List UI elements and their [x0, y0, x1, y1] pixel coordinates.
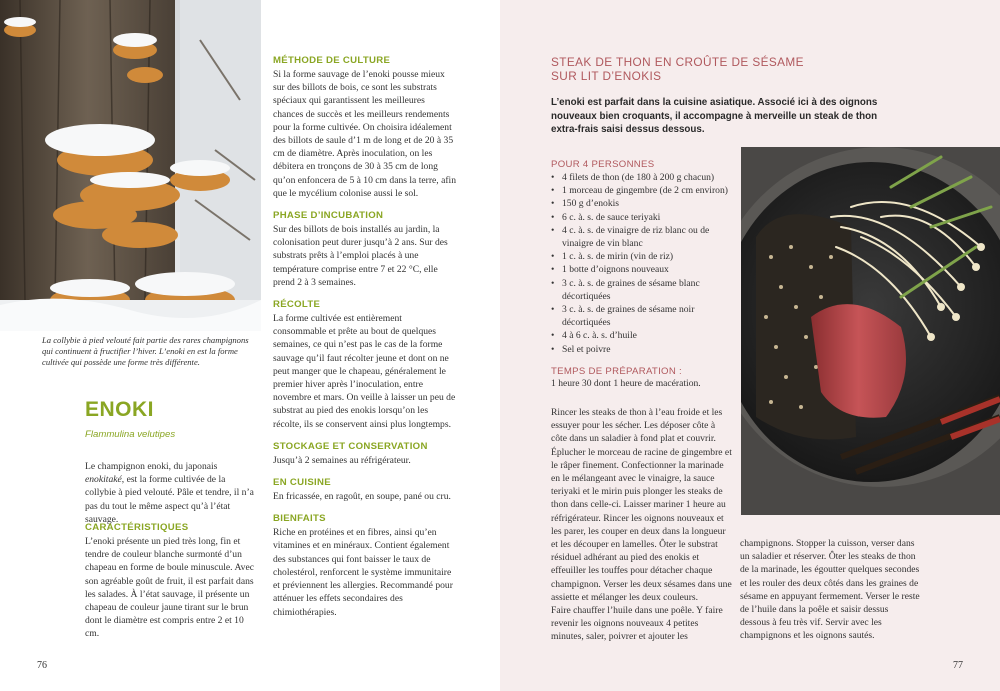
section-heading: PHASE D’INCUBATION	[273, 210, 384, 222]
list-item: • 1 c. à. s. de mirin (vin de riz)	[551, 250, 731, 263]
intro-paragraph	[85, 460, 257, 526]
section-text: En fricassée, en ragoût, en soupe, pané ou cru.	[273, 491, 451, 503]
recipe-intro: L’enoki est parfait dans la cuisine asiatique. Associé ici à des oignons nouveaux bien croquants, il accompagne à merveille un steak de thon extra-frais saisi dessus dessous.	[551, 97, 878, 136]
characteristics-text: L’enoki présente un pied très long, fin et tendre de couleur blanche surmonté d’un chapeau en forme de boule minuscule. Avec son agréable goût de fruit, il est parfait dans les salades. À l’état sauvage, il présente un chapeau de couleur jaune tirant sur le brun dont le diamètre est compris entre 2 et 10 cm.	[85, 536, 254, 640]
section-heading: STOCKAGE ET CONSERVATION	[273, 440, 428, 452]
section-heading: MÉTHODE DE CULTURE	[273, 55, 391, 66]
characteristics-section	[85, 522, 259, 641]
intro-after: , est la forme cultivée de la collybie à pied velouté. Pâle et tendre, il n’a pas du tout le même aspect qu’à l’état sauvage.	[85, 474, 254, 525]
prep-time-heading: TEMPS DE PRÉPARATION :	[551, 365, 682, 377]
recipe-title-line2: SUR LIT D’ENOKIS	[551, 69, 662, 83]
section-text: Riche en protéines et en fibres, ainsi qu’en vitamines et en minéraux. Contient également des substances qui font baisser le taux de cholestérol, renforcent le système immunitaire et préviennent les allergies. Recommandé pour atténuer les effets secondaires des chimiothérapies.	[273, 527, 453, 618]
servings-heading: POUR 4 PERSONNES	[551, 159, 655, 170]
list-item: • 150 g d’enokis	[551, 197, 731, 210]
ingredients-section	[551, 159, 731, 390]
section-text: Jusqu’à 2 semaines au réfrigérateur.	[273, 454, 411, 466]
mushroom-photo	[0, 0, 261, 331]
section-storage	[273, 441, 456, 467]
section-culture	[273, 55, 456, 200]
list-item: • 3 c. à. s. de graines de sésame blanc décortiquées	[551, 277, 731, 303]
photo-caption: La collybie à pied velouté fait partie des rares champignons qui continuent à fructifier l’hiver. L’enoki en est la forme cultivée qui possède une forme très différente.	[42, 335, 249, 368]
section-text: La forme cultivée est entièrement consommable et prête au bout de quelques semaines, ce qui n’est pas le cas de la forme sauvage qu’il faut récolter jeune et dont on ne peut manger que le chapeau, généralement le premier hiver après l’inoculation, entre novembre et mars. On veille à laisser un peu de substrat au pied des enokis lorsqu’on les récolte, ils se conservent ainsi plus longtemps.	[273, 313, 456, 430]
section-heading: EN CUISINE	[273, 477, 331, 489]
latin-name: Flammulina velutipes	[85, 429, 176, 440]
section-harvest	[273, 299, 456, 431]
method-text-1: Rincer les steaks de thon à l’eau froide et les essuyer pour les sécher. Les déposer côte à côte dans un saladier à fond plat et couvrir. Éplucher le morceau de racine de gingembre et le râper finement. Confectionner la marinade en le mélangeant avec le vinaigre, la sauce teriyaki et le mirin puis plonger les steaks de thon dans celle-ci. Laisser mariner 1 heure au réfrigérateur. Rincer les oignons nouveaux et les parer, les couper en deux dans la longueur et les découper en lamelles. Ôter le substrat résiduel adhérant au pied des enokis et effeuiller les touffes pour détacher chaque champignon. Verser les deux sésames dans une assiette et mélanger les deux couleurs.	[551, 407, 732, 603]
list-item: • 3 c. à. s. de graines de sésame noir décortiquées	[551, 303, 731, 329]
section-heading: RÉCOLTE	[273, 299, 321, 311]
section-incubation	[273, 210, 456, 289]
intro-emphasis: enokitaké	[85, 474, 122, 486]
prep-time-text: 1 heure 30 dont 1 heure de macération.	[551, 377, 701, 389]
list-item: • 4 filets de thon (de 180 à 200 g chacun)	[551, 171, 731, 184]
list-item: • 1 morceau de gingembre (de 2 cm environ)	[551, 184, 731, 197]
page-title-enoki: ENOKI	[85, 398, 155, 421]
section-cooking	[273, 477, 456, 503]
section-heading: BIENFAITS	[273, 513, 326, 525]
recipe-title-line1: STEAK DE THON EN CROÛTE DE SÉSAME	[551, 55, 804, 69]
winter-mushroom-illustration	[0, 0, 261, 331]
characteristics-heading: CARACTÉRISTIQUES	[85, 522, 189, 533]
list-item: • 1 botte d’oignons nouveaux	[551, 263, 731, 276]
list-item: • 4 c. à. s. de vinaigre de riz blanc ou de vinaigre de vin blanc	[551, 224, 731, 250]
method-col1	[551, 406, 733, 644]
culture-column	[273, 55, 456, 629]
method-text-1b: Faire chauffer l’huile dans une poêle. Y faire revenir les oignons nouveaux 4 petites minutes, saler, poivrer et ajouter les	[551, 605, 723, 643]
right-page	[500, 0, 1000, 691]
ingredients-list	[551, 171, 731, 356]
list-item: • Sel et poivre	[551, 343, 731, 356]
intro-before: Le champignon enoki, du japonais	[85, 461, 218, 472]
tuna-dish-photo	[741, 147, 1000, 515]
page-number-left: 76	[37, 660, 47, 671]
section-text: Si la forme sauvage de l’enoki pousse mieux sur des billots de bois, ce sont les substrats spéciaux qui garantissent les meilleures chances de succès et les meilleurs rendements pour la forme cultivée. On choisira idéalement des billots de saule d’1 m de long et de 20 à 35 cm de diamètre. Après inoculation, on les débitera en tronçons de 30 à 35 cm de long qu’on enfoncera de 5 à 10 cm dans la terre, afin que le mycélium colonise aussi le sol.	[273, 69, 456, 199]
list-item: • 4 à 6 c. à. s. d’huile	[551, 329, 731, 342]
tuna-steak-illustration	[741, 147, 1000, 515]
method-col2: champignons. Stopper la cuisson, verser dans un saladier et réserver. Ôter les steaks de thon de la marinade, les égoutter quelques secondes et les rouler des deux côtés dans les graines de sésame en appuyant fermement. Verser le reste de l’huile dans la poêle et saisir dessus dessous à feu très vif. Servir avec les champignons et les oignons sautés.	[740, 538, 920, 642]
section-text: Sur des billots de bois installés au jardin, la colonisation peut durer jusqu’à 2 ans. Sur des substrats prêts à l’emploi placés à une température comprise entre 7 et 22 °C, elle prend 2 à 3 semaines.	[273, 224, 448, 288]
section-benefits	[273, 513, 456, 618]
recipe-title	[551, 55, 804, 83]
list-item: • 6 c. à. s. de sauce teriyaki	[551, 211, 731, 224]
page-number-right: 77	[953, 660, 963, 671]
